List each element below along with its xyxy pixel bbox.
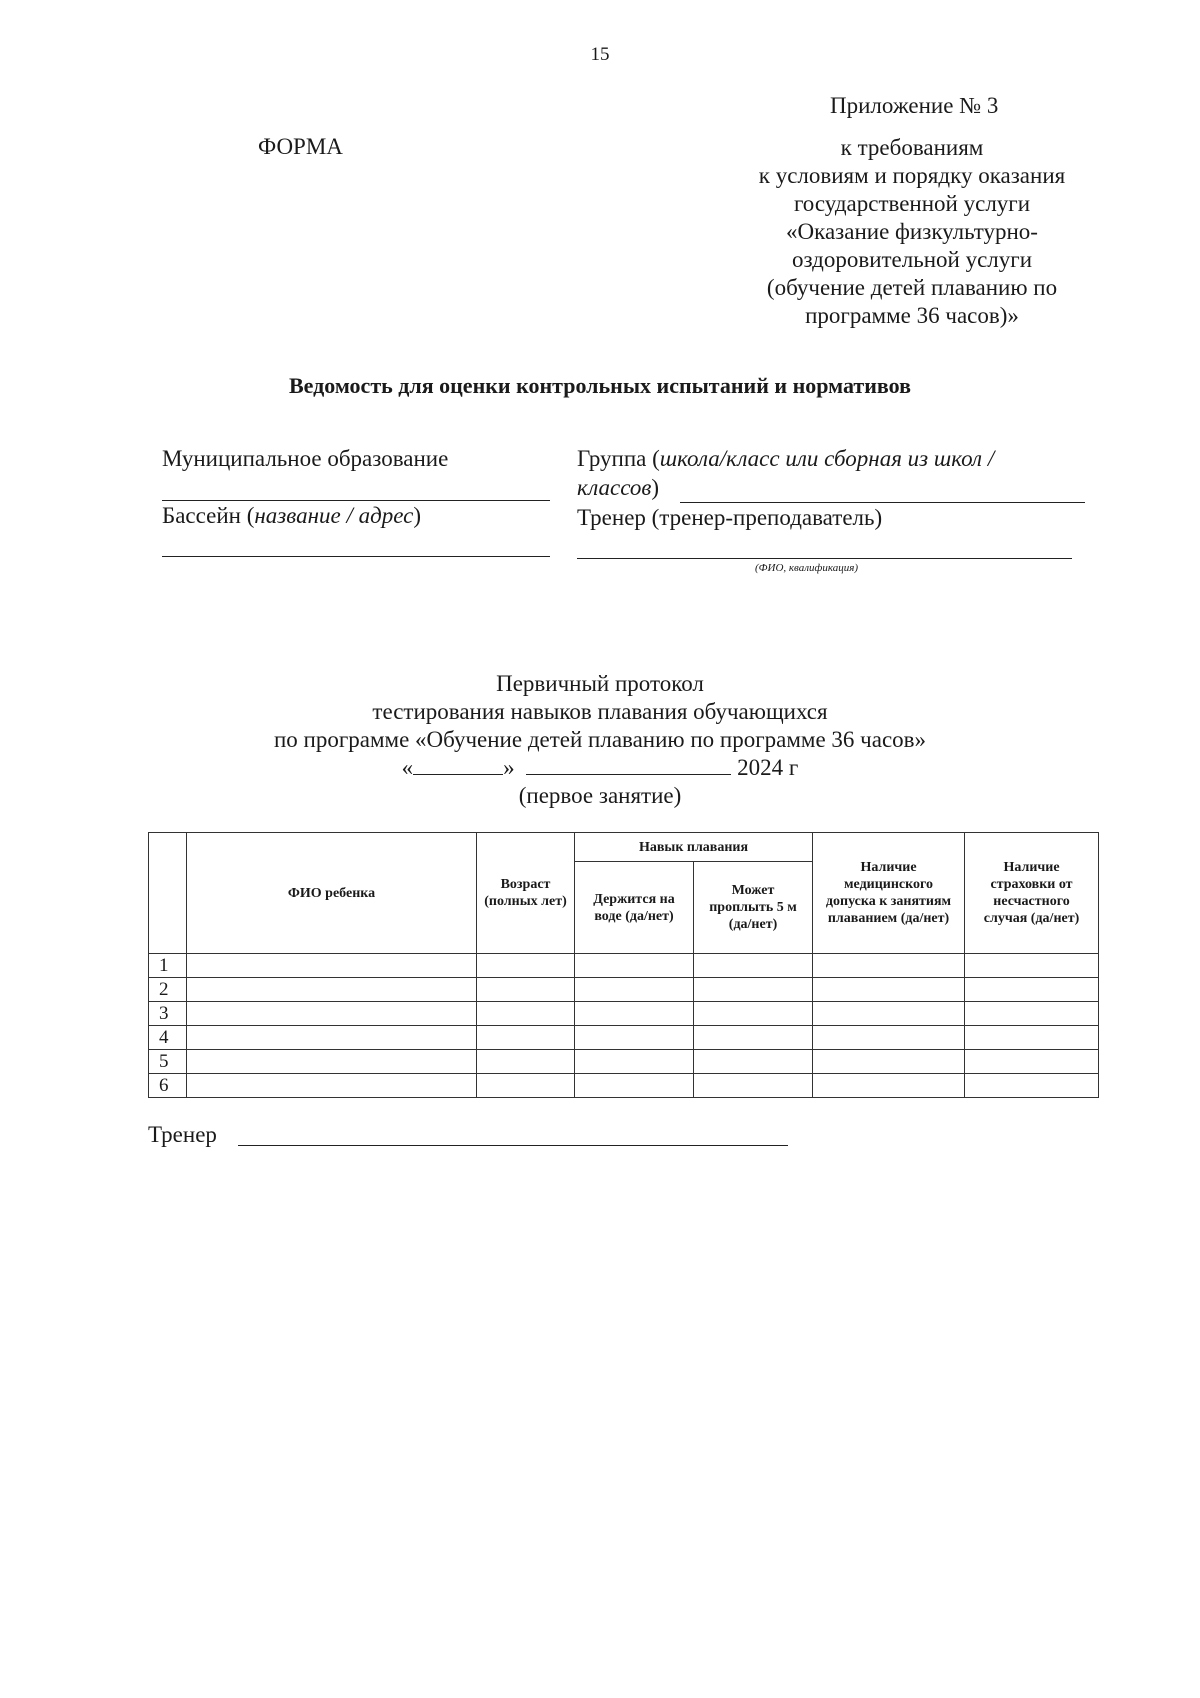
date-quote-close: » (503, 755, 515, 780)
trainer-label: Тренер (тренер-преподаватель) (577, 505, 883, 530)
cell-child-name[interactable] (187, 1074, 477, 1098)
appendix-line: государственной услуги (793, 191, 1031, 216)
protocol-subtitle: тестирования навыков плавания обучающихся (372, 699, 828, 724)
sheet-title: Ведомость для оценки контрольных испытаний и нормативов (289, 373, 911, 398)
cell-child-name[interactable] (187, 954, 477, 978)
cell-swims-5m[interactable] (694, 1074, 813, 1098)
cell-insurance[interactable] (965, 954, 1099, 978)
row-number: 5 (149, 1050, 187, 1074)
date-year: 2024 г (737, 755, 799, 780)
group-label-close: ) (651, 475, 660, 500)
appendix-line: «Оказание физкультурно- (786, 219, 1038, 244)
appendix-line: (обучение детей плаванию по (766, 275, 1058, 300)
cell-medical[interactable] (813, 954, 965, 978)
table-row (149, 1002, 1099, 1026)
appendix-line: оздоровительной услуги (791, 247, 1033, 272)
row-number: 6 (149, 1074, 187, 1098)
protocol-heading (0, 670, 1200, 810)
group-label-hint-2: классов (577, 475, 652, 500)
group-label-text: Группа ( (577, 446, 660, 471)
protocol-program: по программе «Обучение детей плаванию по программе 36 часов» (273, 727, 927, 752)
signature-label: Тренер (148, 1122, 217, 1147)
header-can-swim-5m: Может проплыть 5 м (да/нет) (694, 862, 813, 954)
appendix-line: к требованиям (840, 135, 984, 160)
date-day-field[interactable] (413, 756, 503, 775)
protocol-title: Первичный протокол (496, 671, 704, 696)
cell-age[interactable] (477, 978, 575, 1002)
municipality-field[interactable] (162, 500, 550, 501)
signature-field[interactable] (238, 1145, 788, 1146)
table-row (149, 978, 1099, 1002)
header-number (149, 833, 187, 954)
cell-insurance[interactable] (965, 1074, 1099, 1098)
page-number: 15 (590, 44, 610, 65)
swimming-skills-table (148, 832, 1099, 1098)
cell-age[interactable] (477, 1026, 575, 1050)
cell-medical[interactable] (813, 1074, 965, 1098)
protocol-date (0, 754, 1200, 782)
cell-insurance[interactable] (965, 1050, 1099, 1074)
cell-swims-5m[interactable] (694, 1050, 813, 1074)
pool-field[interactable] (162, 556, 550, 557)
cell-insurance[interactable] (965, 1002, 1099, 1026)
cell-floats[interactable] (575, 954, 694, 978)
header-insurance: Наличие страховки от несчастного случая (да/нет) (965, 833, 1099, 954)
cell-swims-5m[interactable] (694, 1002, 813, 1026)
cell-floats[interactable] (575, 1002, 694, 1026)
row-number: 2 (149, 978, 187, 1002)
table-row (149, 1050, 1099, 1074)
pool-label (162, 503, 421, 529)
table-row (149, 1074, 1099, 1098)
pool-label-close: ) (413, 503, 421, 528)
cell-insurance[interactable] (965, 1026, 1099, 1050)
header-child-name: ФИО ребенка (187, 833, 477, 954)
cell-swims-5m[interactable] (694, 978, 813, 1002)
cell-child-name[interactable] (187, 1002, 477, 1026)
appendix-line: программе 36 часов)» (805, 303, 1019, 328)
cell-medical[interactable] (813, 1026, 965, 1050)
row-number: 1 (149, 954, 187, 978)
cell-child-name[interactable] (187, 1026, 477, 1050)
header-age: Возраст (полных лет) (477, 833, 575, 954)
cell-age[interactable] (477, 1050, 575, 1074)
header-floats-on-water: Держится на воде (да/нет) (575, 862, 694, 954)
group-label-hint: школа/класс или сборная из школ / (659, 446, 995, 471)
group-label-continued (577, 475, 659, 501)
date-quote-open: « (401, 755, 414, 780)
date-month-field[interactable] (526, 756, 731, 775)
cell-age[interactable] (477, 1074, 575, 1098)
trainer-caption: (ФИО, квалификация) (755, 562, 858, 574)
cell-medical[interactable] (813, 978, 965, 1002)
header-medical-clearance: Наличие медицинского допуска к занятиям плаванием (да/нет) (813, 833, 965, 954)
appendix-title: Приложение № 3 (830, 93, 999, 118)
appendix-description (712, 134, 1112, 330)
form-label: ФОРМА (258, 134, 343, 159)
cell-child-name[interactable] (187, 1050, 477, 1074)
table-row (149, 954, 1099, 978)
group-field[interactable] (680, 502, 1085, 503)
cell-medical[interactable] (813, 1002, 965, 1026)
table-row (149, 1026, 1099, 1050)
cell-floats[interactable] (575, 1074, 694, 1098)
cell-medical[interactable] (813, 1050, 965, 1074)
header-swimming-skill: Навык плавания (575, 833, 813, 862)
group-label (577, 446, 994, 472)
cell-insurance[interactable] (965, 978, 1099, 1002)
cell-swims-5m[interactable] (694, 954, 813, 978)
cell-age[interactable] (477, 1002, 575, 1026)
municipality-label: Муниципальное образование (162, 446, 449, 471)
pool-label-hint: название / адрес (254, 503, 414, 528)
trainer-field[interactable] (577, 558, 1072, 559)
pool-label-text: Бассейн ( (162, 503, 255, 528)
cell-floats[interactable] (575, 1050, 694, 1074)
cell-child-name[interactable] (187, 978, 477, 1002)
row-number: 4 (149, 1026, 187, 1050)
row-number: 3 (149, 1002, 187, 1026)
cell-age[interactable] (477, 954, 575, 978)
cell-floats[interactable] (575, 1026, 694, 1050)
appendix-line: к условиям и порядку оказания (758, 163, 1066, 188)
cell-swims-5m[interactable] (694, 1026, 813, 1050)
protocol-session: (первое занятие) (518, 783, 682, 808)
cell-floats[interactable] (575, 978, 694, 1002)
